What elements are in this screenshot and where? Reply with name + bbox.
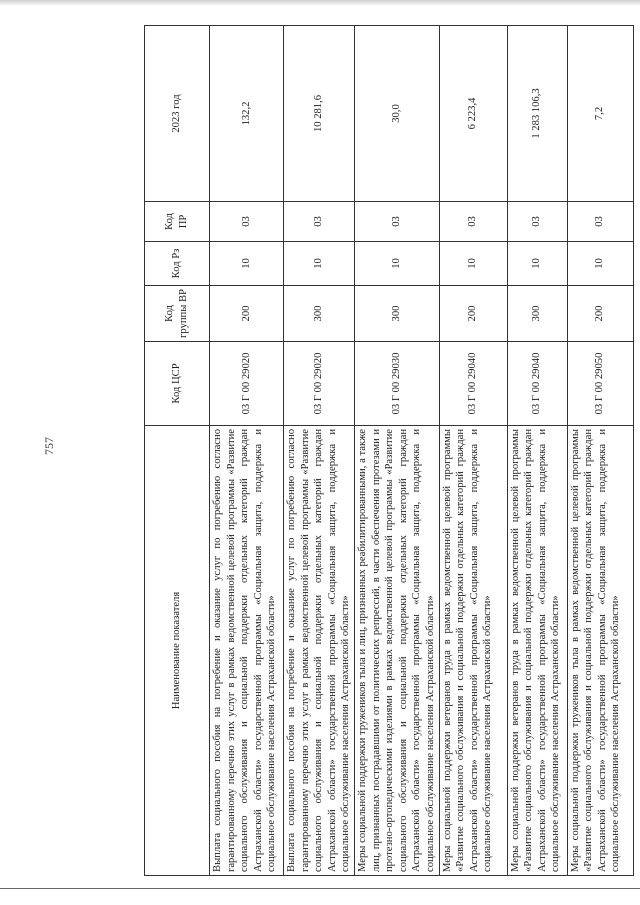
row-csr: 03 Г 00 29040 <box>439 342 507 426</box>
row-pr: 03 <box>507 202 567 242</box>
row-rz: 10 <box>507 242 567 286</box>
row-name: Меры социальной поддержки ветеранов труда в рамках ведомственной целевой программы «Развитие социального обслуживания и социальной поддержки отдельных категорий граждан Астраханской области» государственной программы «Социальная защита, поддержка и социальное обслуживание населения Астраханской области» <box>507 426 567 876</box>
budget-table-rotated <box>144 26 628 876</box>
scan-edge-top <box>0 0 640 6</box>
row-vr: 300 <box>507 286 567 342</box>
table-row <box>210 26 284 876</box>
row-rz: 10 <box>354 242 439 286</box>
row-value: 10 281,6 <box>284 26 355 202</box>
row-pr: 03 <box>439 202 507 242</box>
header-name: Наименование показателя <box>145 426 210 876</box>
page-number: 757 <box>42 437 56 455</box>
header-csr: Код ЦСР <box>145 342 210 426</box>
row-csr: 03 Г 00 29040 <box>507 342 567 426</box>
header-pr: Код ПР <box>145 202 210 242</box>
table-row <box>354 26 439 876</box>
row-name: Выплата социального пособия на погребение и оказание услуг по погребению согласно гарантированному перечню этих услуг в рамках ведомственной целевой программы «Развитие социального обслуживания и социальной поддержки отдельных категорий граждан Астраханской области» государственной программы «Социальная защита, поддержка и социальное обслуживание населения Астраханской области» <box>210 426 284 876</box>
row-vr: 300 <box>284 286 355 342</box>
row-pr: 03 <box>210 202 284 242</box>
table-row <box>567 26 633 876</box>
row-name: Выплата социального пособия на погребение и оказание услуг по погребению согласно гарантированному перечню этих услуг в рамках ведомственной целевой программы «Развитие социального обслуживания и социальной поддержки отдельных категорий граждан Астраханской области» государственной программы «Социальная защита, поддержка и социальное обслуживание населения Астраханской области» <box>284 426 355 876</box>
table-header-row <box>145 26 210 876</box>
row-name: Меры социальной поддержки ветеранов труда в рамках ведомственной целевой программы «Развитие социального обслуживания и социальной поддержки отдельных категорий граждан Астраханской области» государственной программы «Социальная защита, поддержка и социальное обслуживание населения Астраханской области» <box>439 426 507 876</box>
row-pr: 03 <box>354 202 439 242</box>
row-value: 7,2 <box>567 26 633 202</box>
row-vr: 200 <box>210 286 284 342</box>
row-csr: 03 Г 00 29050 <box>567 342 633 426</box>
table-row <box>507 26 567 876</box>
row-value: 132,2 <box>210 26 284 202</box>
budget-table <box>144 25 634 876</box>
row-vr: 200 <box>567 286 633 342</box>
row-csr: 03 Г 00 29030 <box>354 342 439 426</box>
row-rz: 10 <box>284 242 355 286</box>
row-name: Меры социальной поддержки тружеников тыла и лиц, признанных реабилитированными, а также лиц, признанных пострадавшими от политических репрессий, в части обеспечения протезами и протезно-ортопедическими изделиями в рамках ведомственной целевой программы «Развитие социального обслуживания и социальной поддержки отдельных категорий граждан Астраханской области» государственной программы «Социальная защита, поддержка и социальное обслуживание населения Астраханской области» <box>354 426 439 876</box>
row-value: 6 223,4 <box>439 26 507 202</box>
row-value: 1 283 106,3 <box>507 26 567 202</box>
row-rz: 10 <box>567 242 633 286</box>
header-year: 2023 год <box>145 26 210 202</box>
row-csr: 03 Г 00 29020 <box>210 342 284 426</box>
header-vr: Код группы ВР <box>145 286 210 342</box>
row-rz: 10 <box>210 242 284 286</box>
table-row <box>284 26 355 876</box>
scan-edge-bottom <box>0 888 640 889</box>
row-vr: 200 <box>439 286 507 342</box>
header-rz: Код Рз <box>145 242 210 286</box>
row-pr: 03 <box>284 202 355 242</box>
table-row <box>439 26 507 876</box>
row-name: Меры социальной поддержки тружеников тыла в рамках ведомственной целевой программы «Развитие социального обслуживания и социальной поддержки отдельных категорий граждан Астраханской области» государственной программы «Социальная защита, поддержка и социальное обслуживание населения Астраханской области» <box>567 426 633 876</box>
row-value: 30,0 <box>354 26 439 202</box>
row-pr: 03 <box>567 202 633 242</box>
row-vr: 300 <box>354 286 439 342</box>
row-rz: 10 <box>439 242 507 286</box>
row-csr: 03 Г 00 29020 <box>284 342 355 426</box>
